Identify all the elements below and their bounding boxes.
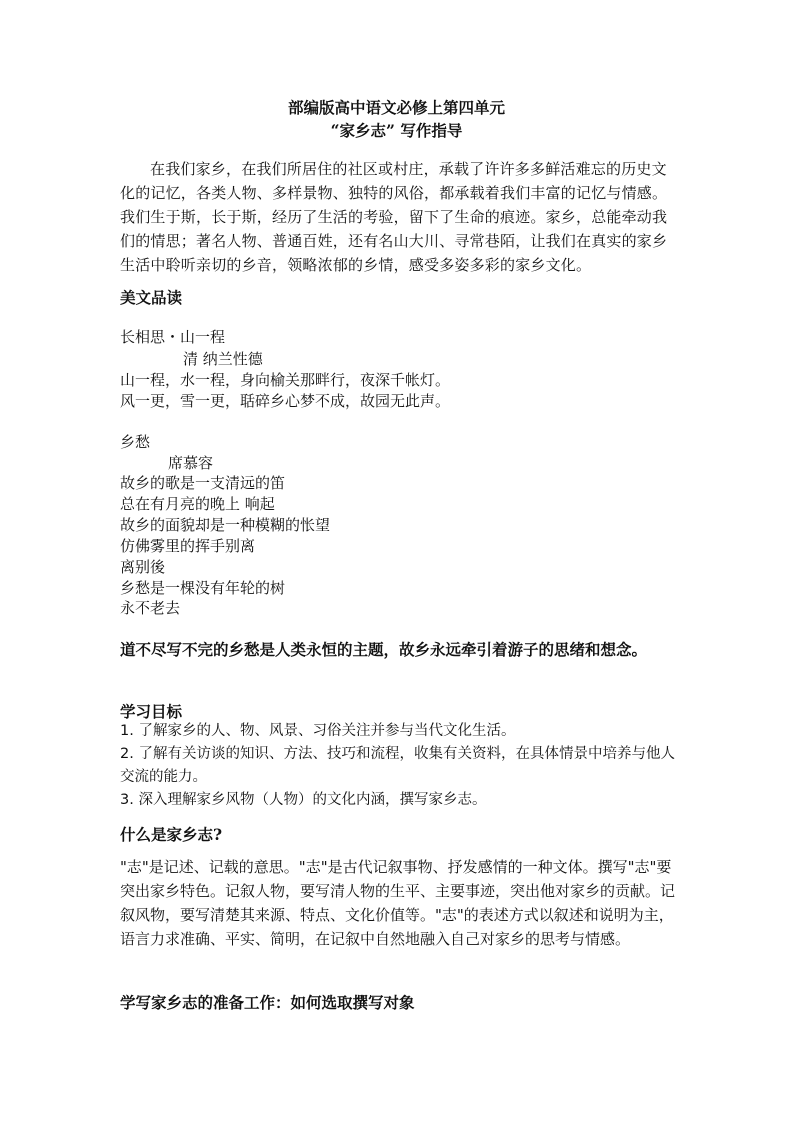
poem2-author: 席慕容 (168, 454, 214, 472)
poem1-title: 长相思・山一程 (120, 328, 226, 346)
poem2-line: 永不老去 (120, 599, 181, 617)
list-item: 3. 深入理解家乡风物（人物）的文化内涵，撰写家乡志。 (120, 792, 487, 808)
poem2-line: 总在有月亮的晚上 响起 (120, 495, 275, 513)
section-heading-reading: 美文品读 (120, 288, 183, 307)
poem2-line: 离别後 (120, 558, 166, 576)
poem2-line: 故乡的面貌却是一种模糊的怅望 (120, 516, 331, 534)
poem1-line: 山一程，水一程，身向榆关那畔行，夜深千帐灯。 (120, 371, 451, 389)
goals-list (120, 720, 680, 812)
section-heading-what: 什么是家乡志? (120, 825, 223, 844)
list-item: 1. 了解家乡的人、物、风景、习俗关注并参与当代文化生活。 (120, 723, 516, 739)
section-heading-prep: 学写家乡志的准备工作：如何选取撰写对象 (120, 993, 415, 1012)
poem1-line: 风一更，雪一更，聒碎乡心梦不成，故园无此声。 (120, 392, 451, 410)
list-item: 2. 了解有关访谈的知识、方法、技巧和流程，收集有关资料，在具体情景中培养与他人交流的能力。 (120, 746, 675, 785)
summary-line: 道不尽写不完的乡愁是人类永恒的主题，故乡永远牵引着游子的思绪和想念。 (120, 640, 648, 659)
poem2-line: 乡愁是一棵没有年轮的树 (120, 579, 286, 597)
section-heading-goals: 学习目标 (120, 702, 183, 721)
poem1-author: 清 纳兰性德 (183, 350, 263, 368)
definition-paragraph: "志"是记述、记载的意思。"志"是古代记叙事物、抒发感情的一种文体。撰写"志"要突出家乡特色。记叙人物，要写清人物的生平、主要事迹，突出他对家乡的贡献。记叙风物，要写清楚其来源、特点、文化价值等。"志"的表述方式以叙述和说明为主，语言力求准确、平实、简明，在记叙中自然地融入自己对家乡的思考与情感。 (120, 858, 676, 948)
doc-title: 部编版高中语文必修上第四单元 (287, 98, 505, 117)
poem2-line: 故乡的歌是一支清远的笛 (120, 474, 286, 492)
doc-subtitle: “家乡志” 写作指导 (330, 121, 463, 140)
poem2-title: 乡愁 (120, 433, 151, 451)
intro-paragraph: 在我们家乡，在我们所居住的社区或村庄，承载了许许多多鲜活难忘的历史文化的记忆，各类人物、多样景物、独特的风俗，都承载着我们丰富的记忆与情感。我们生于斯，长于斯，经历了生活的考验，留下了生命的痕迹。家乡，总能牵动我们的情思；著名人物、普通百姓，还有名山大川、寻常巷陌，让我们在真实的家乡生活中聆听亲切的乡音，领略浓郁的乡情，感受多姿多彩的家乡文化。 (120, 160, 668, 274)
poem2-line: 仿佛雾里的挥手别离 (120, 537, 256, 555)
